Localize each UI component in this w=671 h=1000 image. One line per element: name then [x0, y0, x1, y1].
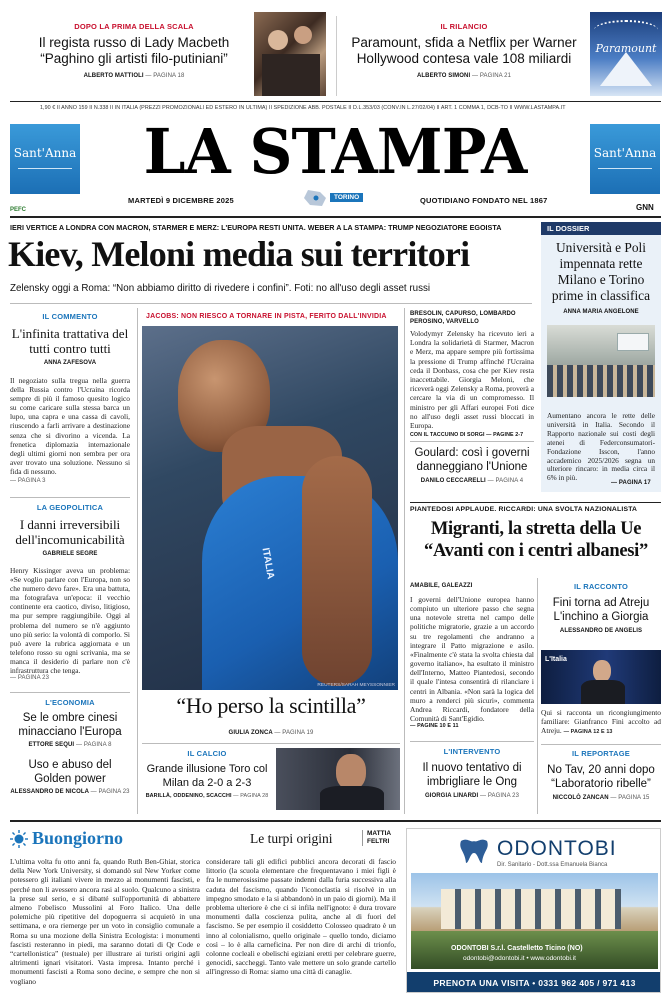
headline: Fini torna ad Atreju L'inchino a Giorgia: [552, 597, 650, 623]
byline: GABRIELE SEGRE: [42, 551, 98, 557]
byline: NICCOLÒ ZANCAN — PAGINA 15: [552, 795, 650, 801]
ear-ad-right[interactable]: [590, 124, 660, 194]
top-teaser-right[interactable]: [340, 22, 588, 79]
migranti-body: I governi dell'Unione europea hanno compiuto un ulteriore passo che segna una notevole stretta nel campo delle politiche migratorie, grazie a un accordo su tre regolamenti che andranno a integrare il Patto migrazione e asilo. «Finalmente c'è stata la svolta chiesta dal governo italiano», ha esultato il ministro dell'Interno, Matteo Piantedosi, secondo il quale l'intesa consentirà di rilanciare i centri in Albania. «Non sarà la logica del muro a renderci più sicuri», commenta Andrea Riccardi, fondatore della Comunità di Sant'Egidio. — PAGINE 10 E 11: [410, 595, 534, 730]
racconto-body: Qui si racconta un ricongiungimento familiare: Gianfranco Fini accolto ad Atreju. — PAGINA 12 E 13: [541, 708, 661, 736]
page-ref: — PAGINA 3: [10, 478, 46, 485]
byline: ALESSANDRO DE ANGELIS: [559, 628, 643, 634]
commento-section[interactable]: [10, 312, 130, 484]
jacobs-byline: GIULIA ZONCA — PAGINA 19: [228, 730, 314, 736]
masthead-title: LA STAMPA: [143, 115, 527, 188]
date: MARTEDÌ 9 DICEMBRE 2025: [128, 196, 234, 205]
kicker: L'ECONOMIA: [45, 698, 95, 707]
lead-deck: Zelensky oggi a Roma: “Non abbiamo diritto di rivedere i confini”. Foti: no all'uso degli asset russi: [10, 283, 431, 294]
headline: Se le ombre cinesi minacciano l'Europa: [18, 712, 122, 738]
byline: ANNA MARIA ANGELONE: [563, 309, 639, 315]
headline: Il regista russo di Lady Macbeth: [38, 35, 230, 50]
odontobi-cta[interactable]: PRENOTA UNA VISITA • 0331 962 405 / 971 413: [407, 972, 661, 993]
headline: Uso e abuso del Golden power: [28, 759, 112, 785]
byline: ALESSANDRO DE NICOLA — PAGINA 23: [10, 789, 130, 795]
buongiorno-title: Buongiorno: [32, 828, 124, 848]
kicker: IL COMMENTO: [42, 312, 98, 321]
byline: GIORGIA LINARDI — PAGINA 23: [424, 793, 520, 799]
headline: Paramount, sfida a Netflix per Warner: [351, 35, 577, 50]
goulard-section[interactable]: [410, 446, 534, 484]
kicker: LA GEOPOLITICA: [36, 503, 104, 512]
kicker: L'INTERVENTO: [443, 747, 501, 756]
byline: DANILO CECCARELLI — PAGINA 4: [420, 478, 524, 484]
kicker: IL DOSSIER: [541, 222, 661, 235]
jacobs-kicker: JACOBS: NON RIESCO A TORNARE IN PISTA, FERITO DALL'INVIDIA: [146, 313, 387, 320]
paramount-logo-image: Paramount: [590, 12, 662, 96]
headline: “Paghino gli artisti filo-putiniani”: [40, 51, 228, 66]
pefc-logo: PEFC: [10, 207, 27, 213]
byline: ALBERTO MATTIOLI — PAGINA 18: [83, 73, 185, 79]
jacobs-quote[interactable]: “Ho perso la scintilla”: [176, 693, 366, 718]
headline: I danni irreversibili dell'incomunicabilità: [15, 517, 125, 547]
economia-section[interactable]: [10, 698, 130, 795]
dossier-photo: [547, 325, 655, 397]
body-text: Volodymyr Zelensky ha ricevuto ieri a Londra la solidarietà di Starmer, Macron e Merz, ma appare sempre più fortissima la pressione di Trump affinché l'Ucraina ceda il Donbass, cosa che per Kiev resta inaccettabile. Giorgia Meloni, che riceverà oggi Zelensky a Roma, proverà a cercare la via di un compromesso. Il ministro per gli Affari europei Foti dice no all'uso degli asset russi bloccati in Europa.: [410, 329, 534, 431]
byline: ANNA ZAFESOVA: [43, 360, 97, 366]
jacobs-photo[interactable]: ITALIA REUTERS/SARAH MEYSSONNIER: [142, 326, 398, 690]
body-text: Il negoziato sulla tregua nella guerra della Russia contro l'Ucraina ricorda sempre di più il famoso quesito logico su come caricare sulla stessa barca un lupo, una capra e una cassa di cavoli, riuscendo a farli arrivare a destinazione senza che si divorino a vicenda. La frenetica diplomazia internazionale degli ultimi giorni non sembra per ora aver trovato una soluzione. Nessuno si fida di nessuno.: [10, 376, 130, 476]
body-text: Henry Kissinger aveva un problema: «Se voglio parlare con l'Europa, non so che numero devo fare». Era una battuta, ma fotografava un'epoca: il vecchio continente era caotico, diviso, litigioso, ma pur sempre raggiungibile. Oggi al problema del numero se n'è aggiunto uno più serio: la volontà di comporlo. Si può avere la rubrica aggiornata e un telefono rosso su ogni scrivania, ma se manca il desiderio di parlare non c'è infrastruttura che tenga.: [10, 566, 130, 676]
body-text: Aumentano ancora le rette delle università in Italia. Secondo il Rapporto nazionale sui costi degli atenei di Federconsumatori-Fondazione Isscon, l'anno accademico 2025/2026 segna un ulteriore rincaro: in media circa il 6% in più.: [547, 411, 655, 483]
migranti-headline[interactable]: Migranti, la stretta della Ue “Avanti con i centri albanesi”: [424, 519, 648, 561]
byline: BRESOLIN, CAPURSO, LOMBARDO PEROSINO, VARVELLO: [410, 311, 516, 325]
byline: BARILLÀ, ODDENINO, SCACCHI — PAGINA 28: [145, 793, 269, 799]
santanna-logo: Sant'Anna: [593, 146, 657, 160]
byline: ALBERTO SIMONI — PAGINA 21: [416, 73, 512, 79]
odontobi-email: odontobi@odontobi.it • www.odontobi.it: [463, 955, 576, 962]
buongiorno-author: MATTIA FELTRI: [362, 830, 391, 846]
piemonte-map-icon: [302, 188, 328, 208]
calcio-photo: [276, 748, 400, 810]
headline: Goulard: così i governi danneggiano l'Unione: [414, 447, 530, 473]
page-ref: — PAGINA 23: [10, 675, 50, 682]
headline: Grande illusione Toro col Milan da 2-0 a 2-3: [146, 763, 268, 789]
sun-icon: [10, 830, 28, 848]
racconto-photo: L'Italia: [541, 650, 661, 704]
byline: ETTORE SEQUI — PAGINA 8: [28, 742, 112, 748]
photo-credit: REUTERS/SARAH MEYSSONNIER: [317, 683, 395, 688]
buongiorno-col-1: L'ultima volta fu otto anni fa, quando Ruth Ben-Ghiat, storica della New York University, si domandò sul New Yorker come potessero gli italiani vivere in mezzo ai monumenti fascisti, e perché non li avessero ancora rasi al suolo. Qualcuno a sinistra la prese sul serio, e si dibatté sull'opportunità di abbattere almeno l'obelisco Mussolini al Foro Italico. Una delle polemiche più ripetitive del dopoguerra si acquietò in una settimana, e ora riemerge per un voto in consiglio comunale a Roma su una mozione della Sinistra Ecologista: i monumenti fascisti resteranno in piedi, ma saranno dotati di Qr Code e “cartellonistica” (testuale) per illustrare ai turisti origini agli altrimenti ignari visitatori. Vasta impresa. Intanto perché i monumenti fascisti a Roma sono decine, e sempre che non si vogliano: [10, 857, 200, 986]
lead-headline[interactable]: Kiev, Meloni media sui territori: [8, 234, 470, 274]
dossier-box[interactable]: [541, 222, 661, 492]
page-ref: — PAGINA 17: [611, 480, 651, 486]
headline: Il nuovo tentativo di imbrigliare le Ong: [422, 762, 522, 788]
odontobi-brand: ODONTOBI: [497, 837, 617, 860]
clinic-photo: [411, 873, 658, 969]
headline: Università e Poli impennata rette Milano e Torino prime in classifica: [551, 240, 651, 303]
kicker: DOPO LA PRIMA DELLA SCALA: [74, 22, 194, 31]
gnn-logo: GNN: [636, 203, 654, 212]
migranti-byline: AMABILE, GALEAZZI: [410, 583, 473, 589]
odontobi-ad[interactable]: [406, 828, 661, 993]
headline: L'infinita trattativa del tutti contro tutti: [11, 326, 129, 356]
page-ref: CON IL TACCUINO DI SORGI — PAGINE 2-7: [410, 432, 524, 439]
top-teaser-left[interactable]: [18, 22, 250, 79]
lead-kicker: IERI VERTICE A LONDRA CON MACRON, STARMER E MERZ: L'EUROPA RESTI UNITA. WEBER A LA STAMPA: TRUMP NEGOZIATORE EGOISTA: [10, 223, 502, 232]
migranti-kicker: PIANTEDOSI APPLAUDE. RICCARDI: UNA SVOLTA NAZIONALISTA: [410, 506, 638, 513]
kicker: IL CALCIO: [187, 749, 227, 758]
odontobi-company: ODONTOBI S.r.l. Castelletto Ticino (NO): [451, 945, 583, 952]
buongiorno-subtitle: Le turpi origini: [250, 831, 333, 846]
ear-ad-left[interactable]: [10, 124, 80, 194]
founded: QUOTIDIANO FONDATO NEL 1867: [420, 196, 548, 205]
reportage-section[interactable]: [541, 749, 661, 801]
calcio-section[interactable]: [142, 749, 272, 799]
geopolitica-section[interactable]: [10, 503, 130, 681]
racconto-section[interactable]: [541, 582, 661, 634]
kicker: IL RILANCIO: [440, 22, 488, 31]
lead-column[interactable]: [410, 310, 534, 438]
intervento-section[interactable]: [410, 747, 534, 799]
odontobi-director: Dir. Sanitario - Dott.ssa Emanuela Bianca: [497, 862, 608, 868]
kicker: IL REPORTAGE: [572, 749, 630, 758]
headline: No Tav, 20 anni dopo “Laboratorio ribelle”: [547, 764, 655, 790]
tooth-logo-icon: [457, 837, 491, 865]
buongiorno-col-2: considerare tali gli edifici pubblici ancora decorati di fascio littorio (la scuola elementare che frequentavano i miei figli è fra le numerosissime passate indenni dalla furia successiva alla caduta del fascismo, quando l'iconoclastia si risolvè in un impegno smodato e la si abbandonò in un paio di giorni). Ma il problema ulteriore è che ci si infila nell'ignoto: è dura trovare monumenti dalla coscienza pulita, anche al di fuori del fascismo. Se per esempio il cosiddetto Colosseo quadrato è un inno al colonialismo, quello originale – quello tondo, diciamo così – lo è alla carneficina. Per non dire di archi di trionfo, colonne cocleali e obelischi egiziani eretti per celebrare guerre, genocidi, saccheggi. Tanto vale mettere un solo grande cartello all'ingresso di Roma: siamo una città di canaglie.: [206, 857, 396, 977]
santanna-logo: Sant'Anna: [13, 146, 77, 160]
scala-photo: [254, 12, 326, 96]
edition-info: 1,90 € II ANNO 159 II N.338 II IN ITALIA (PREZZI PROMOZIONALI ED ESTERO IN ULTIMA) II SPEDIZIONE ABB. POSTALE II D.L.353/03 (CONV.IN L.27/02/04) II ART. 1 COMMA 1, DCB-TO II WWW.LASTAMPA.IT: [40, 105, 566, 111]
headline: Hollywood contesa vale 108 miliardi: [356, 51, 572, 66]
city-edition: TORINO: [302, 188, 372, 208]
kicker: IL RACCONTO: [573, 582, 628, 591]
